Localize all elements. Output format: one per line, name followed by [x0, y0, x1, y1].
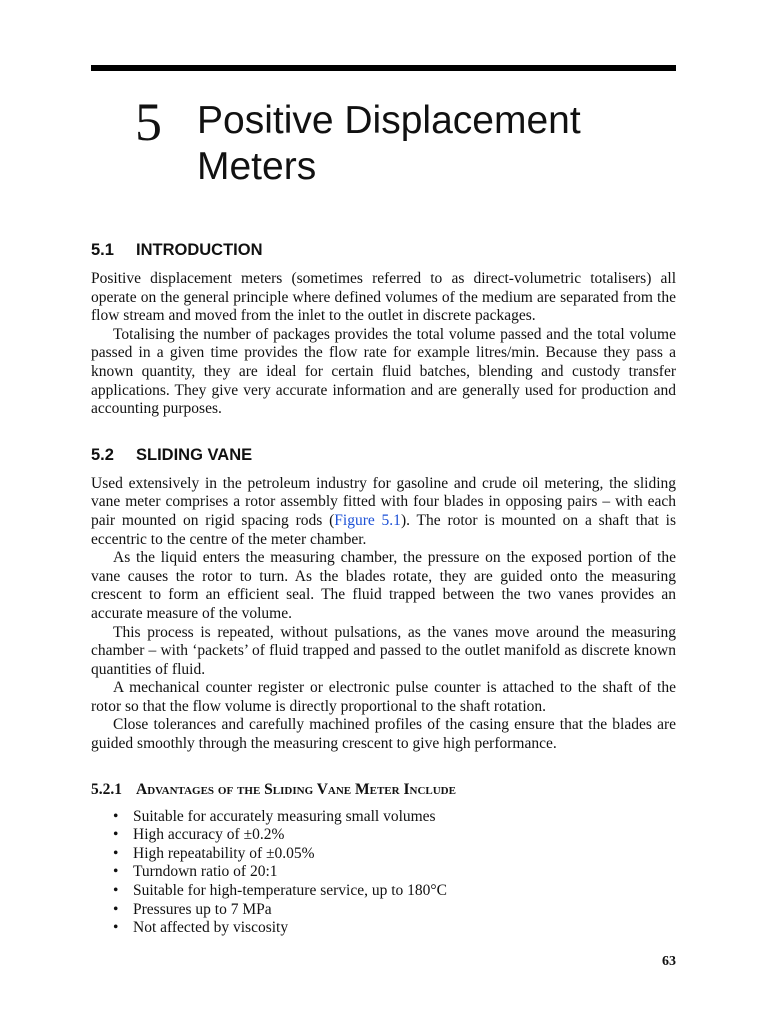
paragraph: Positive displacement meters (sometimes referred to as direct-volumetric totalisers) all operate on the general principle where defined volumes of the medium are separated from the flow stream and moved from the inlet to the outlet in discrete packages. [91, 270, 676, 325]
list-item-text: Suitable for accurately measuring small volumes [133, 807, 436, 825]
bullet-icon: • [113, 826, 119, 844]
list-item [91, 901, 676, 920]
bullet-icon: • [113, 807, 119, 825]
bullet-icon: • [113, 900, 119, 918]
subsection-number: 5.2.1 [91, 780, 122, 798]
list-item-text: High repeatability of ±0.05% [133, 844, 315, 862]
list-item-text: High accuracy of ±0.2% [133, 826, 285, 844]
section-introduction [91, 238, 676, 419]
list-item-text: Pressures up to 7 MPa [133, 900, 272, 918]
section-advantages [91, 778, 676, 938]
paragraph: As the liquid enters the measuring chamber, the pressure on the exposed portion of the vane causes the rotor to turn. As the blades rotate, they are guided onto the measuring crescent to form an efficient seal. The fluid trapped between the two vanes provides an accurate measure of the volume. [91, 549, 676, 622]
list-item [91, 845, 676, 864]
list-item [91, 882, 676, 901]
figure-link[interactable]: Figure 5.1 [334, 511, 401, 529]
section-heading [91, 238, 676, 262]
section-number: 5.1 [91, 241, 114, 259]
section-heading [91, 443, 676, 467]
chapter-rule [91, 65, 676, 71]
paragraph: A mechanical counter register or electronic pulse counter is attached to the shaft of the rotor so that the flow volume is directly proportional to the shaft rotation. [91, 679, 676, 715]
list-item [91, 863, 676, 882]
chapter-title-line-2: Meters [197, 145, 317, 188]
list-item-text: Turndown ratio of 20:1 [133, 863, 278, 881]
paragraph: This process is repeated, without pulsations, as the vanes move around the measuring chamber – with ‘packets’ of fluid trapped and passed to the outlet manifold as discrete known quantities of fluid. [91, 623, 676, 678]
subsection-heading [91, 778, 676, 802]
page-body [91, 238, 676, 962]
list-item [91, 919, 676, 938]
list-item [91, 826, 676, 845]
paragraph: Totalising the number of packages provides the total volume passed and the total volume passed in a given time provides the flow rate for example litres/min. Because they pass a known quantity, they are ideal for certain fluid batches, blending and custody transfer applications. They give very accurate information and are generally used for production and accounting purposes. [91, 325, 676, 418]
subsection-title: Advantages of the Sliding Vane Meter Include [136, 780, 456, 798]
section-title: INTRODUCTION [136, 241, 263, 259]
list-item-text: Not affected by viscosity [133, 919, 289, 937]
section-number: 5.2 [91, 445, 114, 464]
chapter-title-line-1: Positive Displacement [197, 99, 581, 142]
bullet-icon: • [113, 882, 119, 900]
list-item [91, 808, 676, 827]
paragraph: Close tolerances and carefully machined profiles of the casing ensure that the blades are guided smoothly through the measuring crescent to give high performance. [91, 716, 676, 753]
advantages-list [91, 808, 676, 938]
bullet-icon: • [113, 844, 119, 862]
section-sliding-vane [91, 443, 676, 754]
section-title: SLIDING VANE [136, 445, 253, 464]
bullet-icon: • [113, 863, 119, 881]
page-number: 63 [662, 954, 676, 969]
chapter-title [197, 98, 667, 190]
text-span: Used extensively in the petroleum industry for gasoline and crude oil metering, the sliding vane meter comprises a rotor assembly fitted with four blades in opposing pairs – with each pair mounted on rigid spacing rods ( [91, 474, 676, 529]
bullet-icon: • [113, 919, 119, 937]
chapter-number: 5 [135, 92, 162, 152]
list-item-text: Suitable for high-temperature service, up to 180°C [133, 882, 447, 900]
text-span: ). The rotor is mounted on a shaft that is eccentric to the centre of the meter chamber. [91, 511, 677, 548]
paragraph [91, 475, 676, 549]
